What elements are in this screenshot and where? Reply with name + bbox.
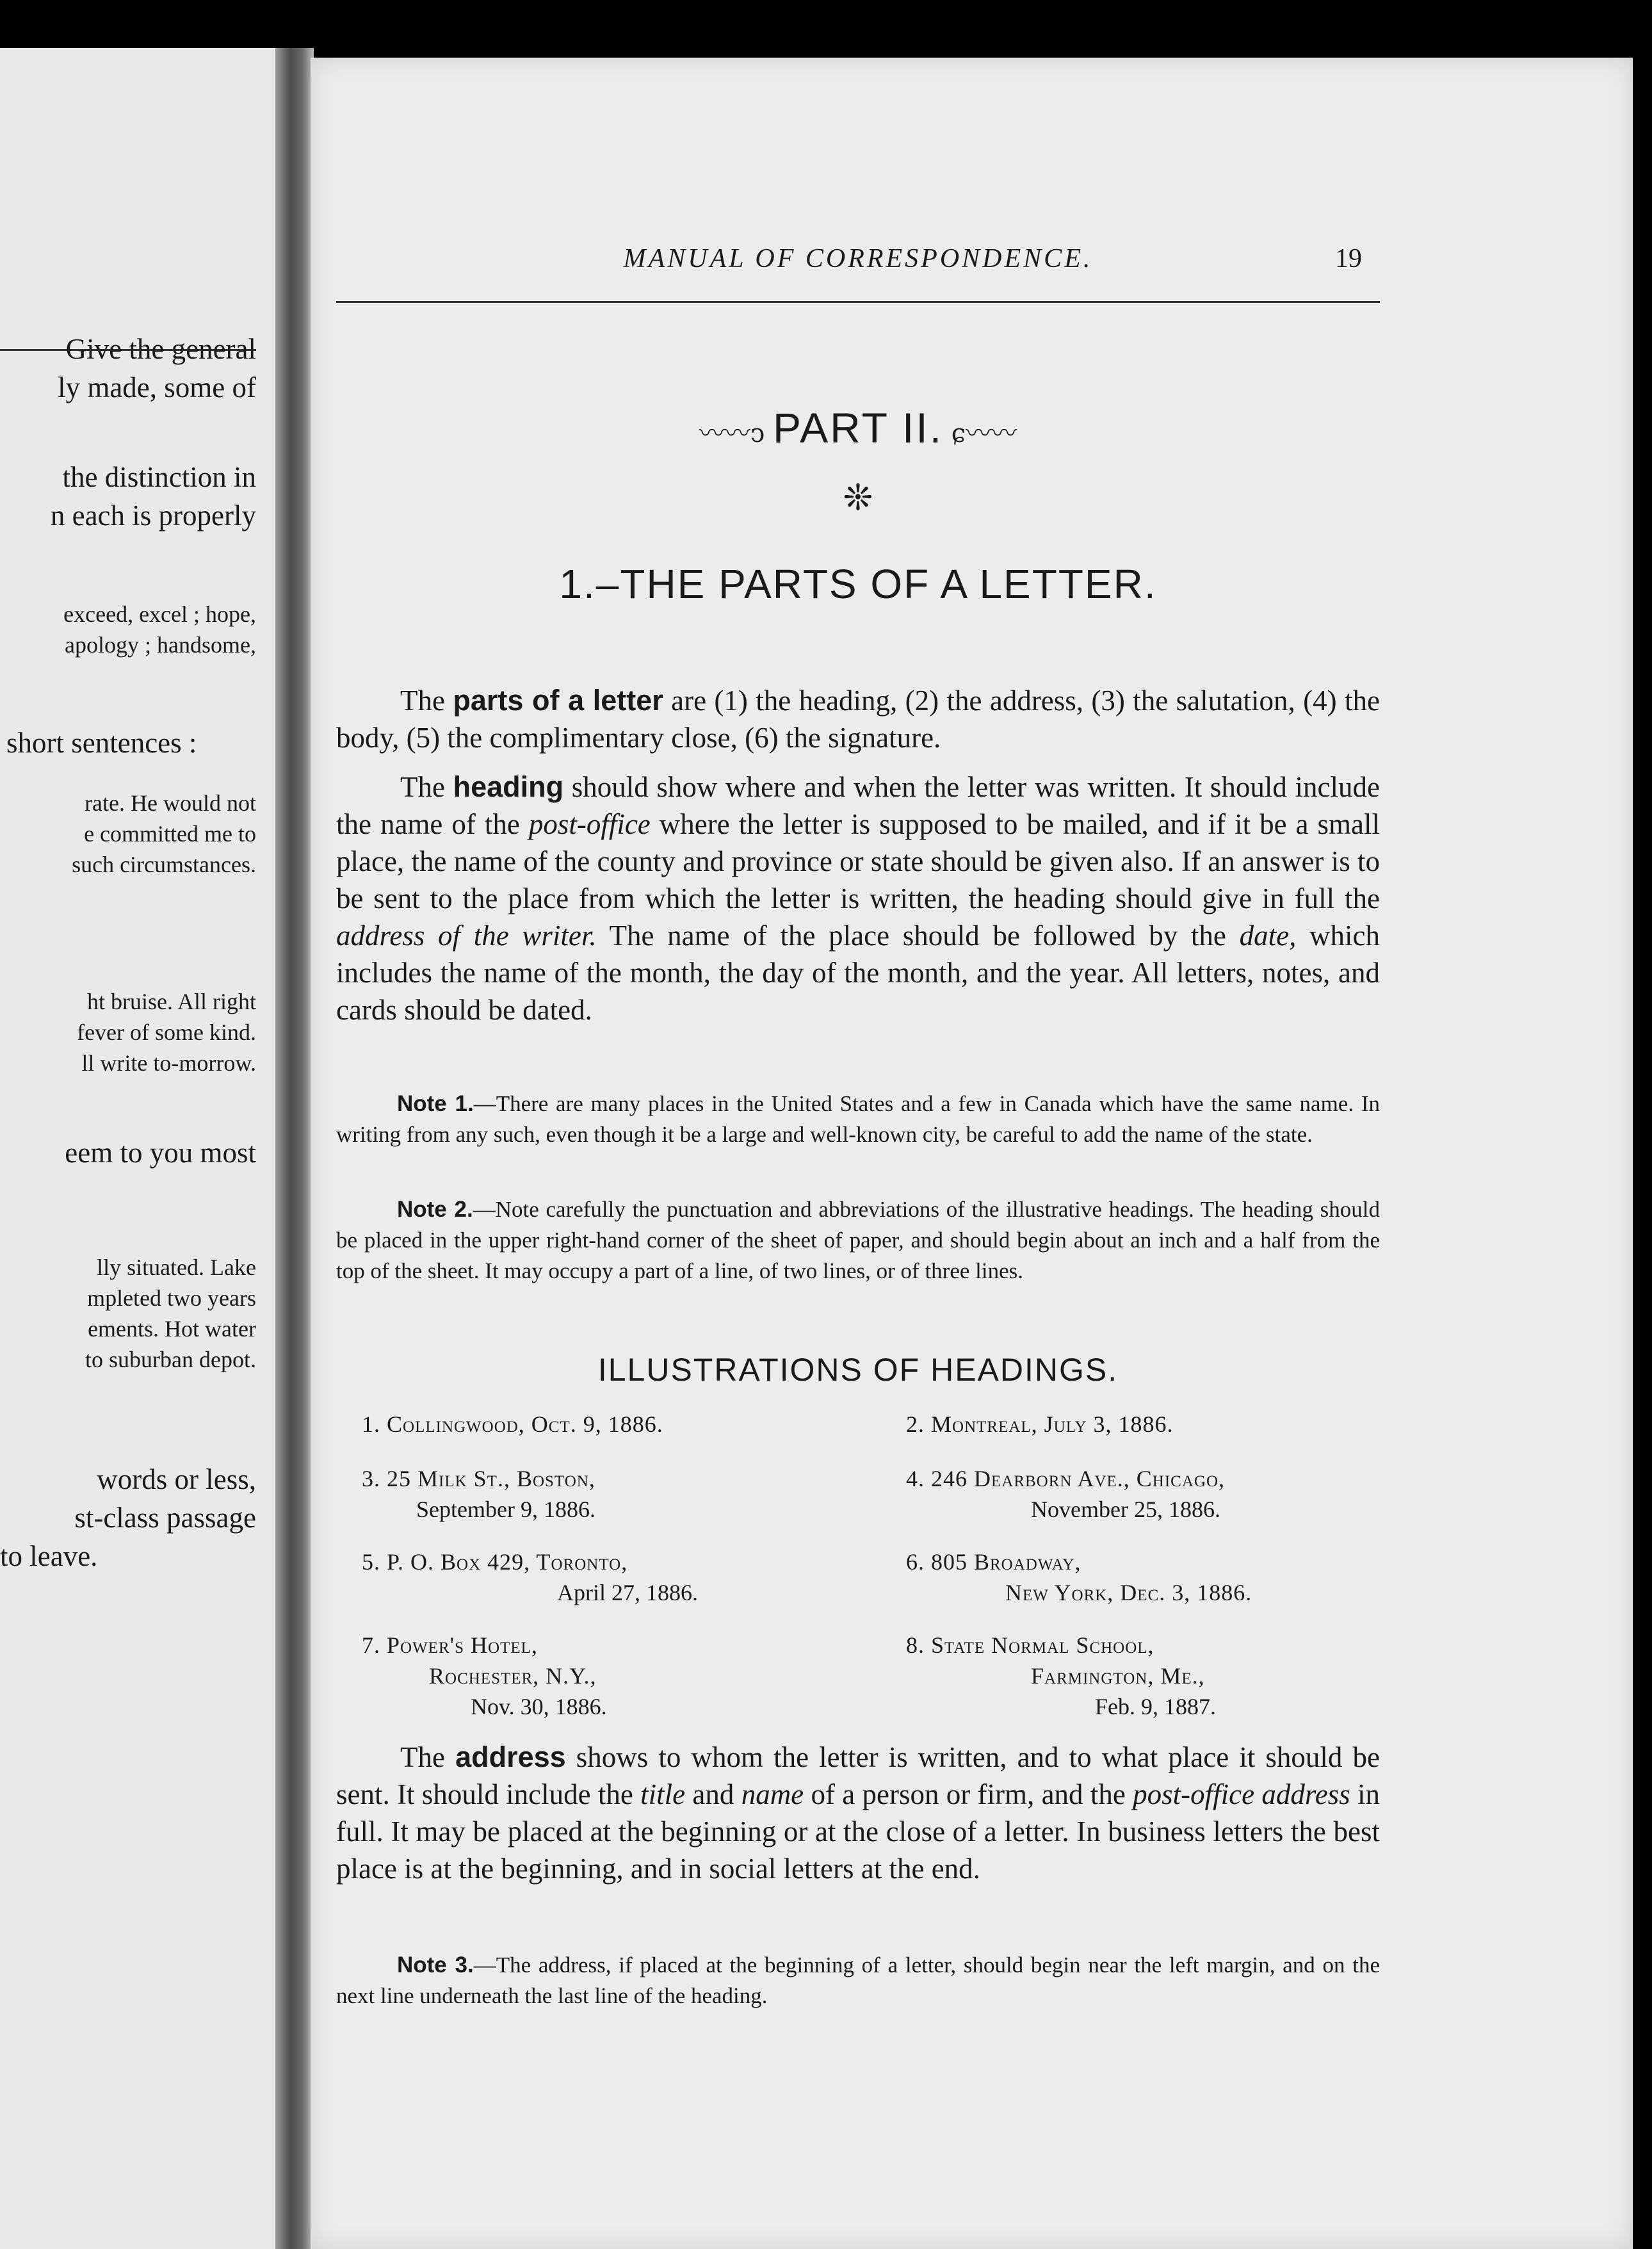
- italic-term: title: [640, 1778, 686, 1810]
- paragraph-heading: [336, 768, 1380, 1028]
- text-run: The name of the place should be followed by the: [596, 920, 1240, 952]
- italic-term: name: [741, 1778, 804, 1810]
- left-line: ly made, some of: [58, 371, 256, 403]
- left-fragment: [0, 330, 256, 407]
- part-title-text: PART II.: [772, 404, 944, 451]
- heading-line: 7. Power's Hotel,: [362, 1632, 538, 1658]
- italic-term: post-office: [528, 808, 651, 840]
- left-line: apology ; handsome,: [65, 632, 256, 658]
- left-line: exceed, excel ; hope,: [63, 601, 256, 627]
- heading-example-4: [906, 1463, 1225, 1525]
- left-line: e committed me to: [84, 821, 256, 847]
- left-fragment: [0, 458, 256, 535]
- text-run: The: [400, 1741, 456, 1773]
- left-line: such circumstances.: [72, 852, 256, 877]
- bold-term: address: [455, 1741, 566, 1773]
- italic-term: post-office address: [1133, 1778, 1350, 1810]
- heading-line: September 9, 1886.: [416, 1497, 595, 1522]
- heading-example-2: [906, 1409, 1174, 1440]
- header-rule: [336, 301, 1380, 303]
- left-line: ements. Hot water: [88, 1316, 256, 1342]
- previous-page-fragment: [0, 48, 282, 2249]
- page: [311, 58, 1633, 2249]
- left-line: to leave.: [0, 1540, 98, 1572]
- heading-line: Rochester, N.Y.,: [429, 1663, 597, 1689]
- note-3: [336, 1950, 1380, 2011]
- text-run: The: [400, 685, 453, 717]
- note-label: Note 3.: [397, 1953, 474, 1977]
- heading-line: November 25, 1886.: [1031, 1497, 1220, 1522]
- left-line: ll write to-morrow.: [81, 1050, 256, 1076]
- illustrations-title: ILLUSTRATIONS OF HEADINGS.: [597, 1352, 1119, 1388]
- part-title: [311, 403, 1405, 452]
- page-number: 19: [1335, 244, 1362, 273]
- note-label: Note 2.: [397, 1197, 473, 1222]
- flourish-left-icon: 〰〰ↄ: [699, 419, 773, 449]
- heading-line: 3. 25 Milk St., Boston,: [362, 1466, 595, 1491]
- heading-line: 4. 246 Dearborn Ave., Chicago,: [906, 1466, 1226, 1491]
- bold-term: heading: [453, 770, 564, 803]
- book-gutter: [275, 48, 314, 2249]
- note-2: [336, 1194, 1380, 1287]
- heading-example-1: [362, 1409, 663, 1440]
- left-fragment: [0, 724, 256, 762]
- heading-line: Farmington, Me.,: [1031, 1663, 1205, 1689]
- text-run: are (1) the heading, (2) the address, (3) the salutation, (4) the body, (5) the complimentary close, (6) the signature.: [336, 685, 1380, 754]
- left-line: eem to you most: [65, 1137, 256, 1169]
- note-text: —Note carefully the punctuation and abbreviations of the illustrative headings. The heading should be placed in the upper right-hand corner of the sheet of paper, and should begin about an inch and a half from the top of the sheet. It may occupy a part of a line, of two lines, or of three lines.: [336, 1197, 1380, 1283]
- text-run: in full. It may be placed at the beginning or at the close of a letter. In business letters the best place is at the beginning, and in social letters at the end.: [336, 1778, 1380, 1885]
- flourish-right-icon: ɕ〰〰: [943, 419, 1017, 449]
- left-fragment: [0, 599, 256, 660]
- left-line: ht bruise. All right: [87, 989, 256, 1014]
- left-line: lly situated. Lake: [97, 1254, 256, 1280]
- heading-example-5: [362, 1547, 698, 1608]
- text-run: and: [685, 1778, 741, 1810]
- text-run: of a person or firm, and the: [804, 1778, 1133, 1810]
- text-run: should show where and when the letter was written. It should include the name of the: [336, 771, 1380, 840]
- note-1: [336, 1089, 1380, 1150]
- heading-line: 8. State Normal School,: [906, 1632, 1154, 1658]
- italic-term: address of the writer.: [336, 920, 597, 952]
- heading-line: Feb. 9, 1887.: [1095, 1694, 1216, 1719]
- left-fragment: [0, 1460, 256, 1575]
- heading-line: Nov. 30, 1886.: [471, 1694, 607, 1719]
- left-line: short sentences :: [6, 727, 197, 759]
- italic-term: date,: [1239, 920, 1297, 952]
- left-line: fever of some kind.: [77, 1019, 256, 1045]
- left-fragment: [0, 788, 256, 880]
- heading-example-7: [362, 1630, 607, 1722]
- left-line: st-class passage: [74, 1502, 256, 1534]
- heading-example-3: [362, 1463, 595, 1525]
- left-fragment: [0, 986, 256, 1078]
- left-line: mpleted two years: [87, 1285, 256, 1311]
- left-line: to suburban depot.: [85, 1347, 256, 1372]
- left-fragment: [0, 1252, 256, 1375]
- text-run: which includes the name of the month, the day of the month, and the year. All letters, notes, and cards should be dated.: [336, 920, 1380, 1026]
- heading-example-8: [906, 1630, 1216, 1722]
- heading-line: 5. P. O. Box 429, Toronto,: [362, 1549, 628, 1575]
- text-run: where the letter is supposed to be mailed, and if it be a small place, the name of the county and province or state should be given also. If an answer is to be sent to the place from which the letter is written, the heading should give in full the: [336, 808, 1380, 914]
- left-line: rate. He would not: [85, 790, 256, 816]
- bold-term: parts of a letter: [453, 684, 663, 717]
- left-line: n each is properly: [50, 499, 256, 532]
- note-label: Note 1.: [397, 1091, 474, 1116]
- left-line: Give the general: [65, 333, 256, 365]
- heading-line: 1. Collingwood, Oct. 9, 1886.: [362, 1411, 663, 1437]
- ornament-icon: ❊: [843, 477, 873, 519]
- text-run: shows to whom the letter is written, and to what place it should be sent. It should include the: [336, 1741, 1381, 1810]
- section-title: 1.–THE PARTS OF A LETTER.: [559, 561, 1157, 607]
- note-text: —There are many places in the United States and a few in Canada which have the same name. In writing from any such, even though it be a large and well-known city, be careful to add the name of the state.: [336, 1091, 1380, 1147]
- heading-line: 6. 805 Broadway,: [906, 1549, 1081, 1575]
- paragraph-parts: [336, 682, 1380, 756]
- paragraph-address: [336, 1739, 1380, 1887]
- left-fragment: [0, 1133, 256, 1172]
- heading-line: New York, Dec. 3, 1886.: [1005, 1580, 1252, 1605]
- text-run: The: [400, 771, 453, 803]
- running-head: MANUAL OF CORRESPONDENCE.: [623, 244, 1093, 273]
- heading-line: April 27, 1886.: [557, 1580, 698, 1605]
- note-text: —The address, if placed at the beginning of a letter, should begin near the left margin, and on the next line underneath the last line of the heading.: [336, 1953, 1380, 2008]
- heading-line: 2. Montreal, July 3, 1886.: [906, 1411, 1174, 1437]
- left-line: words or less,: [97, 1463, 256, 1495]
- left-line: the distinction in: [62, 461, 256, 493]
- heading-example-6: [906, 1547, 1252, 1608]
